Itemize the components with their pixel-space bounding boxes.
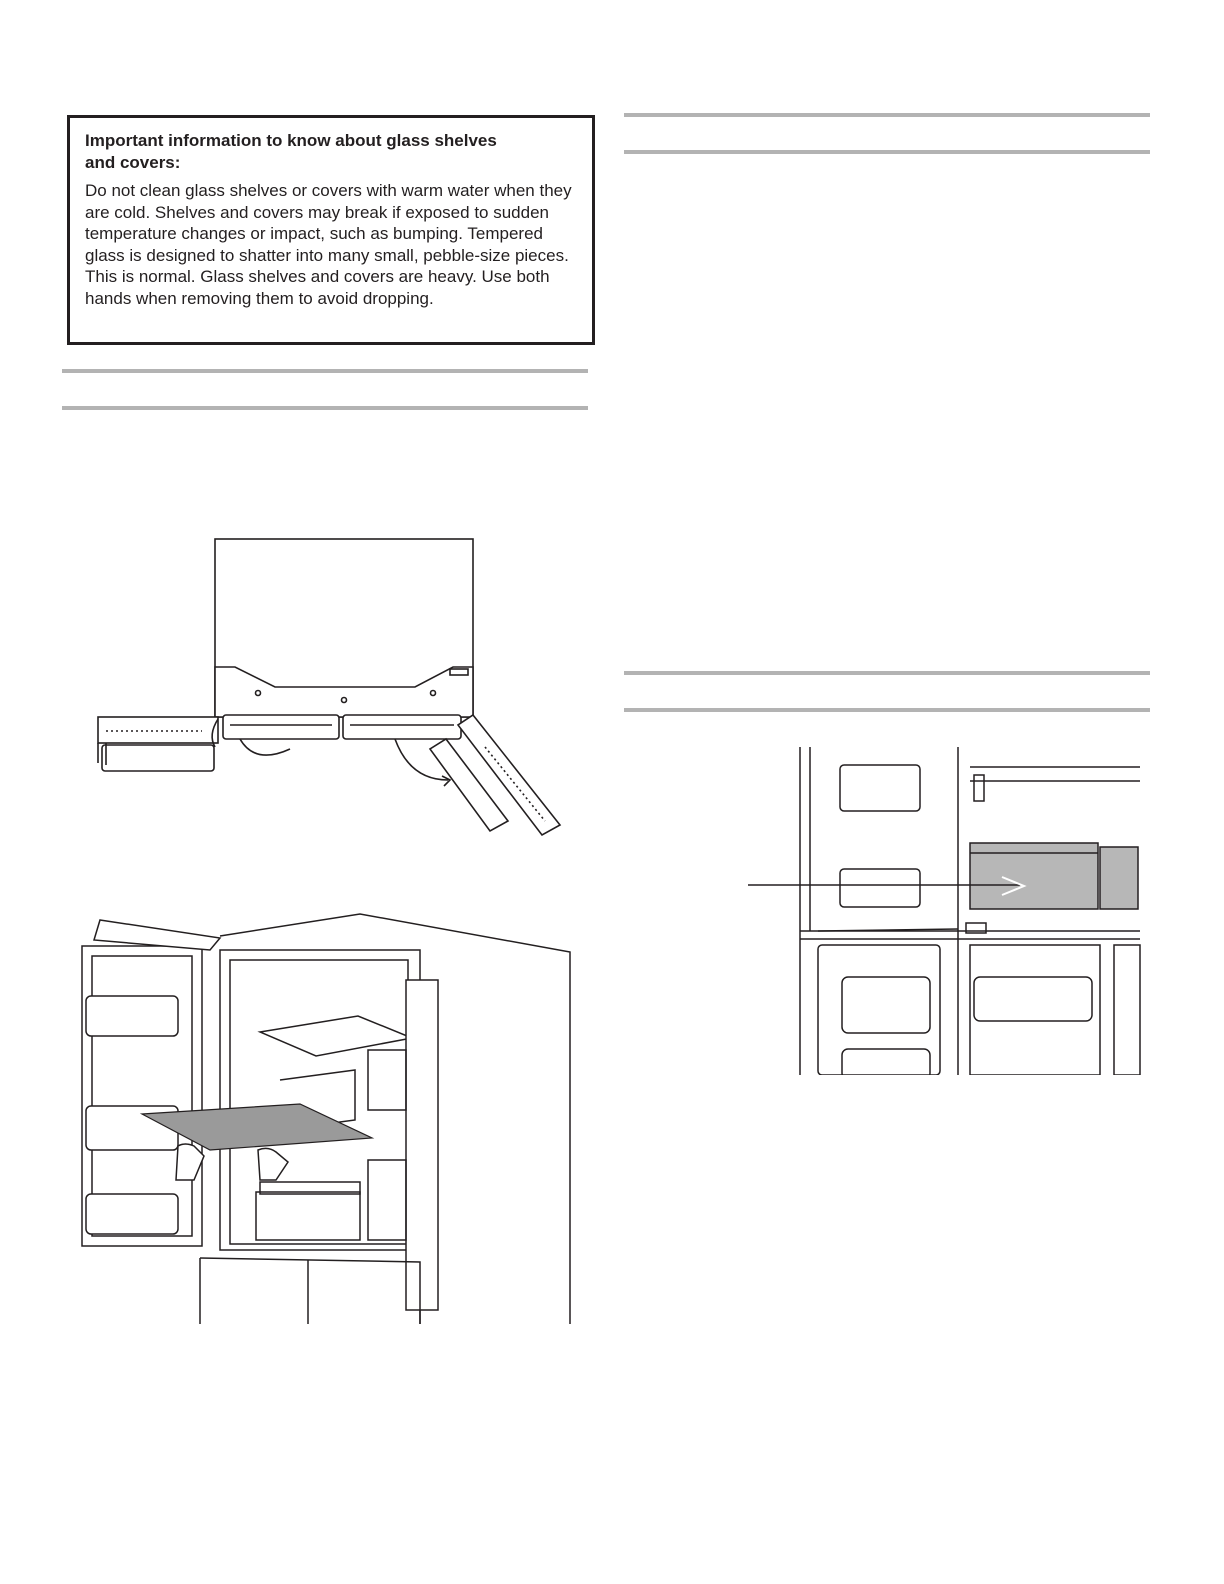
section-rule-bottom-right-1 <box>624 150 1150 154</box>
section-rule-top-left <box>62 369 588 373</box>
door-swing-figure <box>90 535 570 845</box>
drawer-slide-figure <box>748 745 1143 1075</box>
shelf-removal-figure <box>80 910 575 1328</box>
section-rule-bottom-left <box>62 406 588 410</box>
refrigerator-shelf-removal-hands-icon <box>80 910 575 1328</box>
notice-body: Do not clean glass shelves or covers with warm water when they are cold. Shelves and covers may break if exposed to sudden temperature changes or impact, such as bumping. Tempered glass is designed to shatter into many small, pebble-size pieces. This is normal. Glass shelves and covers are heavy. Use both hands when removing them to avoid dropping. <box>85 181 572 308</box>
section-rule-top-right-1 <box>624 113 1150 117</box>
notice-title: Important information to know about glass shelves and covers: <box>85 131 497 172</box>
refrigerator-drawer-arrow-icon <box>748 745 1143 1075</box>
section-rule-top-right-2 <box>624 671 1150 675</box>
refrigerator-top-view-doors-open-icon <box>90 535 570 845</box>
important-notice-box <box>67 115 595 345</box>
section-rule-bottom-right-2 <box>624 708 1150 712</box>
